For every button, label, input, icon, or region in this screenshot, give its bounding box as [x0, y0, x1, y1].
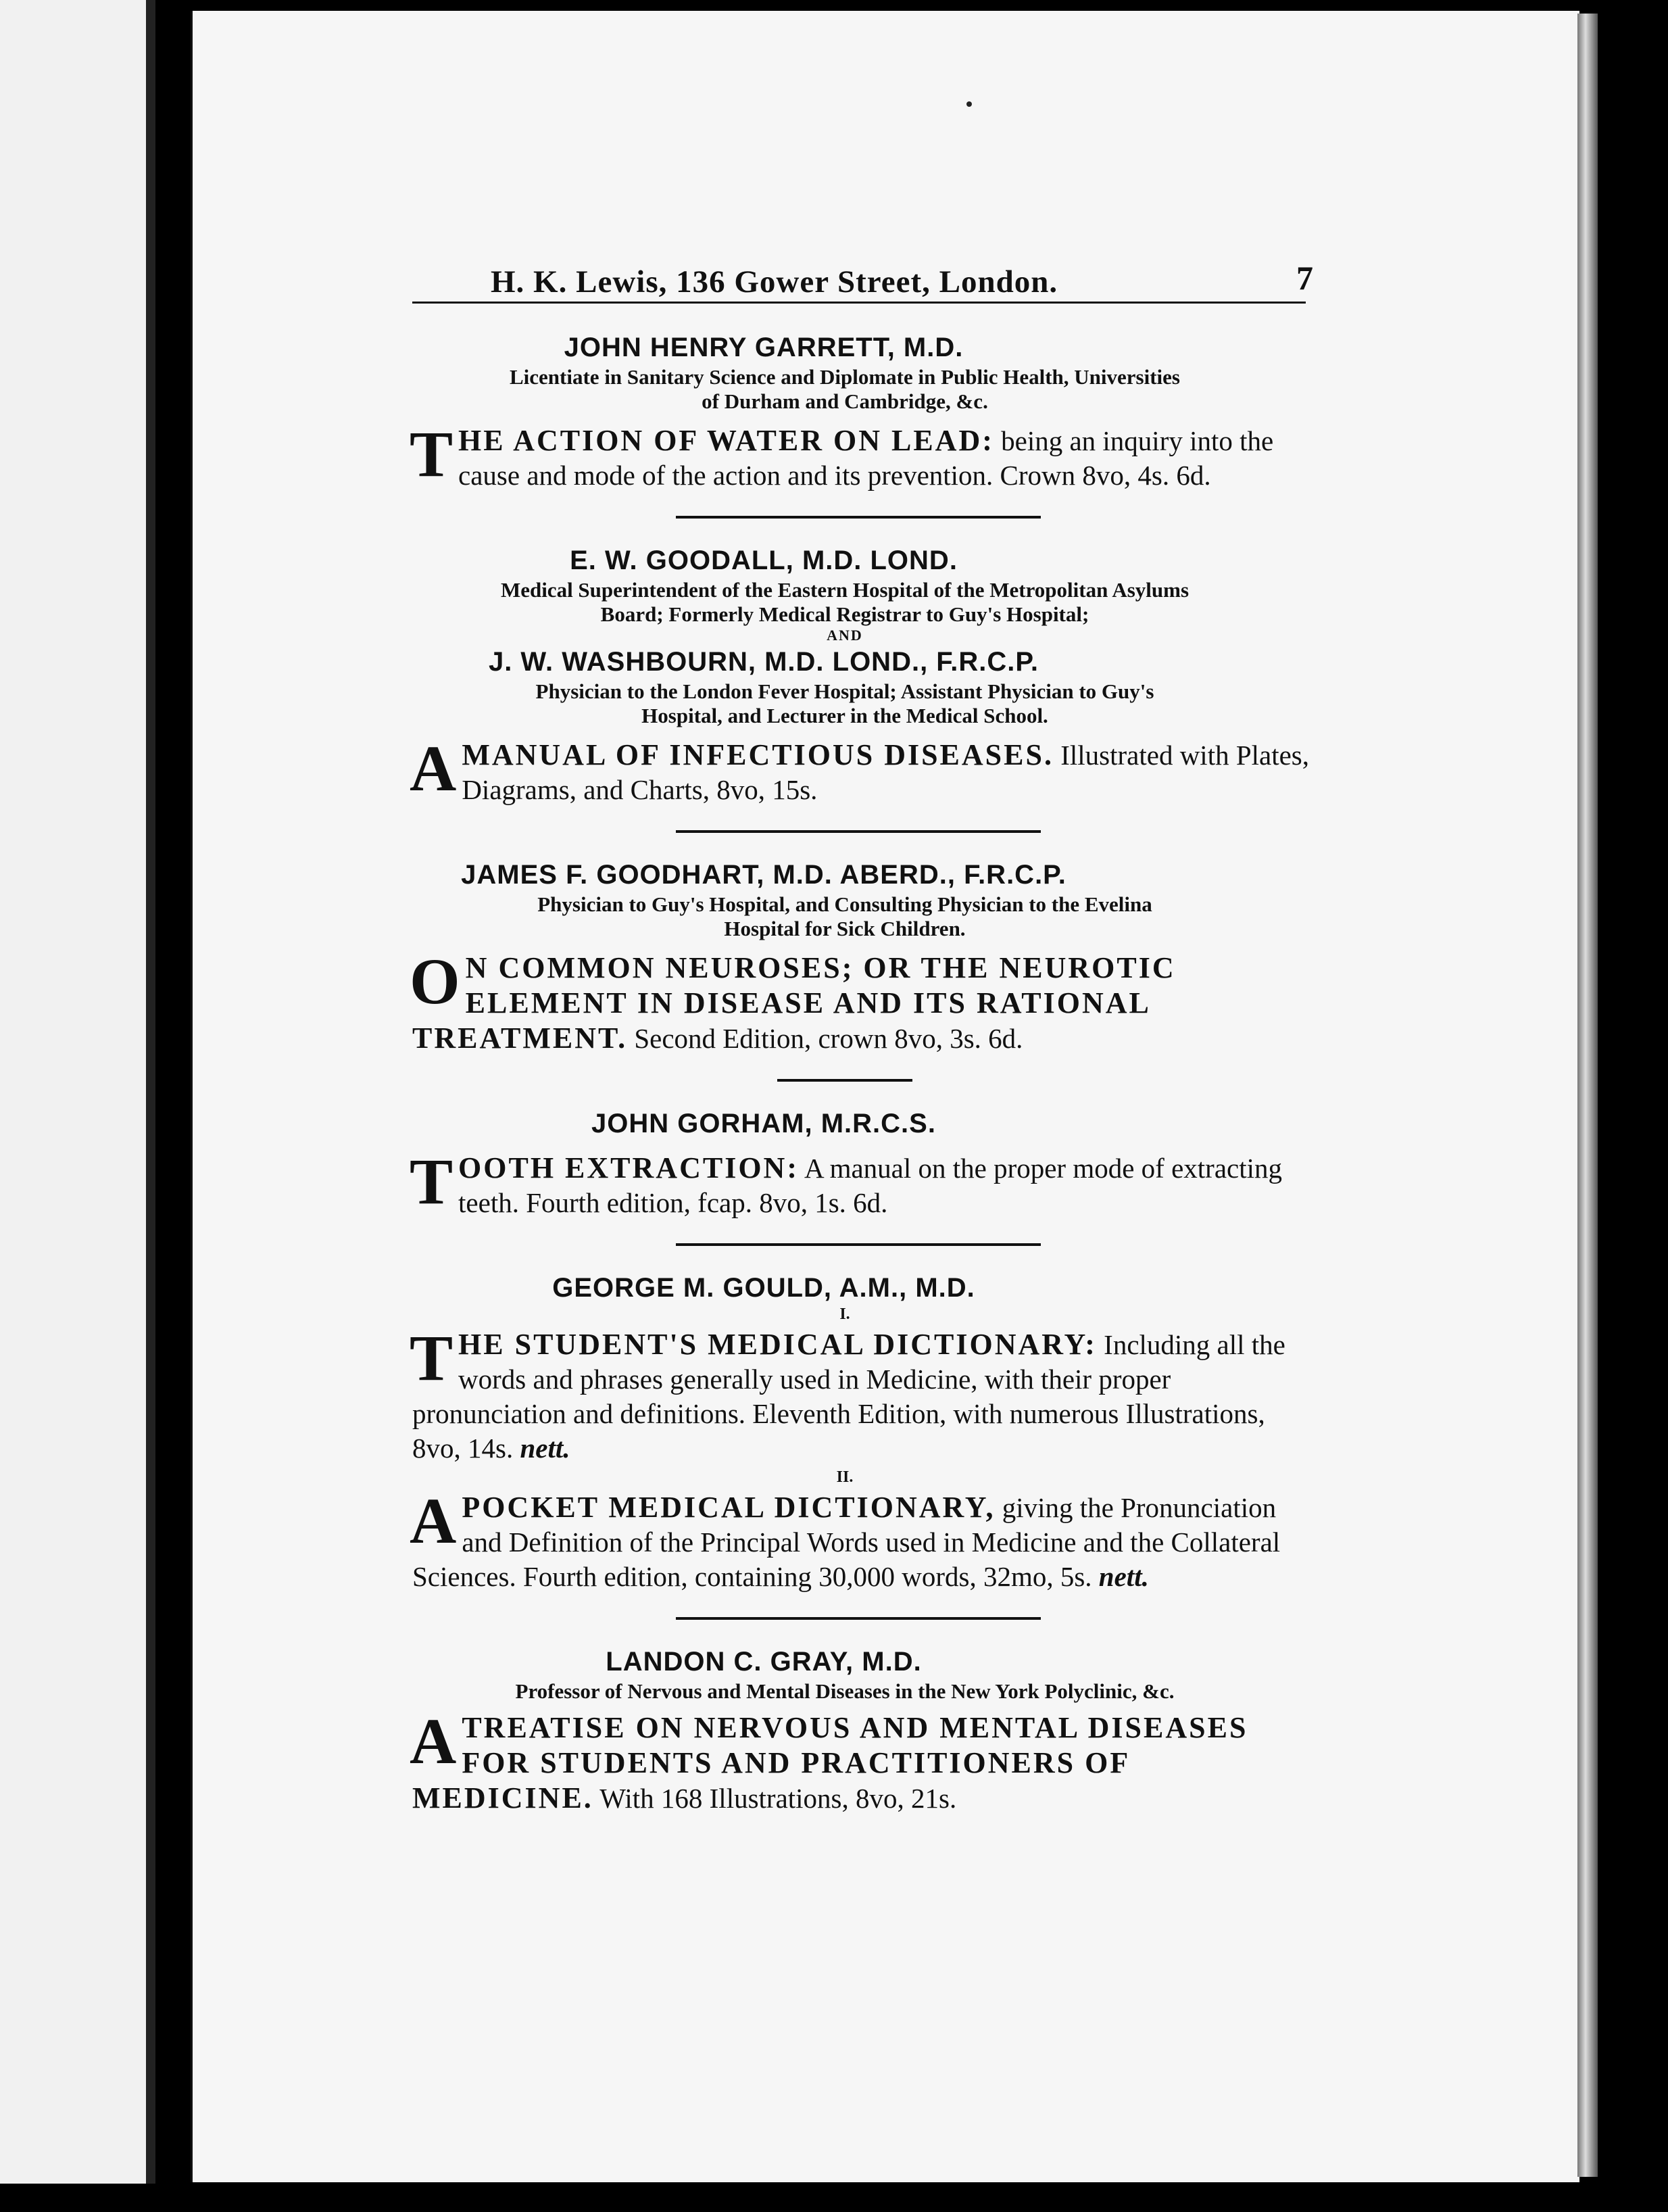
book-description — [410, 418, 1311, 493]
book-details: A manual on the proper mode of extracting teeth. Fourth edition, fcap. 8vo, 1s. 6d. — [458, 1153, 1283, 1218]
book-title: TREATISE ON NERVOUS AND MENTAL DISEASES FOR STUDENTS AND PRACTITIONERS OF MEDICINE. — [412, 1711, 1248, 1814]
author-name: J. W. WASHBOURN, M.D. LOND., F.R.C.P. — [488, 647, 1039, 677]
previous-page-edge — [0, 0, 155, 2184]
running-header — [223, 256, 1314, 303]
author-credentials — [223, 365, 1304, 414]
catalogue-entry — [223, 1644, 1304, 1816]
book-title: HE ACTION OF WATER ON LEAD: — [458, 424, 994, 457]
book-details: With 168 Illustrations, 8vo, 21s. — [593, 1783, 957, 1814]
book-title: MANUAL OF INFECTIOUS DISEASES. — [462, 738, 1054, 771]
catalogue-entry — [223, 1106, 1304, 1220]
catalogue-entry — [223, 330, 1304, 493]
section-rule — [676, 830, 1041, 833]
book-details: Illustrated with Plates, Diagrams, and Charts, 8vo, 15s. — [462, 740, 1310, 805]
page-stack-edge — [1577, 14, 1598, 2177]
author-name: JOHN HENRY GARRETT, M.D. — [564, 333, 964, 362]
print-speck — [966, 101, 972, 107]
credential-line: Hospital, and Lecturer in the Medical School. — [641, 704, 1048, 727]
credential-line: Licentiate in Sanitary Science and Diplomate in Public Health, Universities — [510, 365, 1180, 389]
header-rule — [412, 302, 1306, 304]
drop-cap: T — [410, 1322, 453, 1394]
drop-cap: T — [410, 1145, 453, 1218]
catalogue-entry — [223, 543, 1310, 807]
book-description — [410, 1705, 1311, 1816]
section-rule — [676, 1617, 1041, 1620]
book-title: OOTH EXTRACTION: — [458, 1151, 799, 1184]
section-rule — [777, 1079, 912, 1082]
book-description — [410, 1322, 1311, 1466]
book-title: POCKET MEDICAL DICTIONARY, — [462, 1491, 996, 1524]
catalogue-entry — [223, 857, 1304, 1056]
author-credentials — [223, 892, 1304, 941]
catalogue-entry — [223, 1270, 1304, 1594]
credential-line: Hospital for Sick Children. — [724, 917, 966, 940]
credential-line: Medical Superintendent of the Eastern Hospital of the Metropolitan Asylums — [500, 578, 1189, 602]
conjunction: AND — [827, 627, 863, 644]
author-credentials — [223, 679, 1304, 728]
author-name: JOHN GORHAM, M.R.C.S. — [591, 1109, 936, 1138]
publisher-line: H. K. Lewis, 136 Gower Street, London. — [491, 264, 1058, 299]
drop-cap: A — [410, 1705, 457, 1777]
book-description — [410, 732, 1311, 807]
drop-cap: A — [410, 1485, 457, 1557]
drop-cap: O — [410, 945, 460, 1017]
author-credentials — [223, 1679, 1304, 1704]
drop-cap: A — [410, 732, 457, 804]
page-content — [223, 256, 1314, 1816]
book-details: Including all the words and phrases generally used in Medicine, with their proper pronunciation and definitions. Eleventh Edition, with numerous Illustrations, 8vo, 14s. — [412, 1329, 1285, 1464]
author-credentials — [223, 578, 1304, 627]
book-title: N COMMON NEUROSES; OR THE NEUROTIC ELEMENT IN DISEASE AND ITS RATIONAL TREATMENT. — [412, 951, 1176, 1055]
author-name: GEORGE M. GOULD, A.M., M.D. — [552, 1273, 975, 1303]
price-note: nett. — [1098, 1561, 1149, 1592]
book-description — [410, 1485, 1311, 1594]
price-note: nett. — [520, 1433, 570, 1464]
credential-line: Physician to Guy's Hospital, and Consulting Physician to the Evelina — [537, 892, 1152, 916]
section-numeral: II. — [836, 1468, 854, 1486]
book-details: Second Edition, crown 8vo, 3s. 6d. — [627, 1023, 1023, 1054]
section-numeral: I. — [839, 1305, 850, 1323]
author-name: JAMES F. GOODHART, M.D. ABERD., F.R.C.P. — [461, 860, 1066, 890]
page-number: 7 — [1296, 259, 1314, 297]
credential-line: of Durham and Cambridge, &c. — [702, 389, 988, 413]
author-name: LANDON C. GRAY, M.D. — [606, 1647, 922, 1677]
credential-line: Professor of Nervous and Mental Diseases in the New York Polyclinic, &c. — [515, 1679, 1175, 1703]
author-name: E. W. GOODALL, M.D. LOND. — [570, 546, 958, 575]
credential-line: Board; Formerly Medical Registrar to Guy's Hospital; — [600, 602, 1089, 626]
section-rule — [676, 1243, 1041, 1246]
book-title: HE STUDENT'S MEDICAL DICTIONARY: — [458, 1328, 1097, 1361]
book-details: giving the Pronunciation and Definition of the Principal Words used in Medicine and the Collateral Sciences. Fourth edition, containing 30,000 words, 32mo, 5s. — [412, 1492, 1281, 1592]
book-description — [410, 945, 1311, 1056]
drop-cap: T — [410, 418, 453, 490]
book-description — [410, 1145, 1311, 1220]
section-rule — [676, 516, 1041, 519]
credential-line: Physician to the London Fever Hospital; Assistant Physician to Guy's — [535, 679, 1154, 703]
book-details: being an inquiry into the cause and mode of the action and its prevention. Crown 8vo, 4s. 6d. — [458, 425, 1274, 491]
